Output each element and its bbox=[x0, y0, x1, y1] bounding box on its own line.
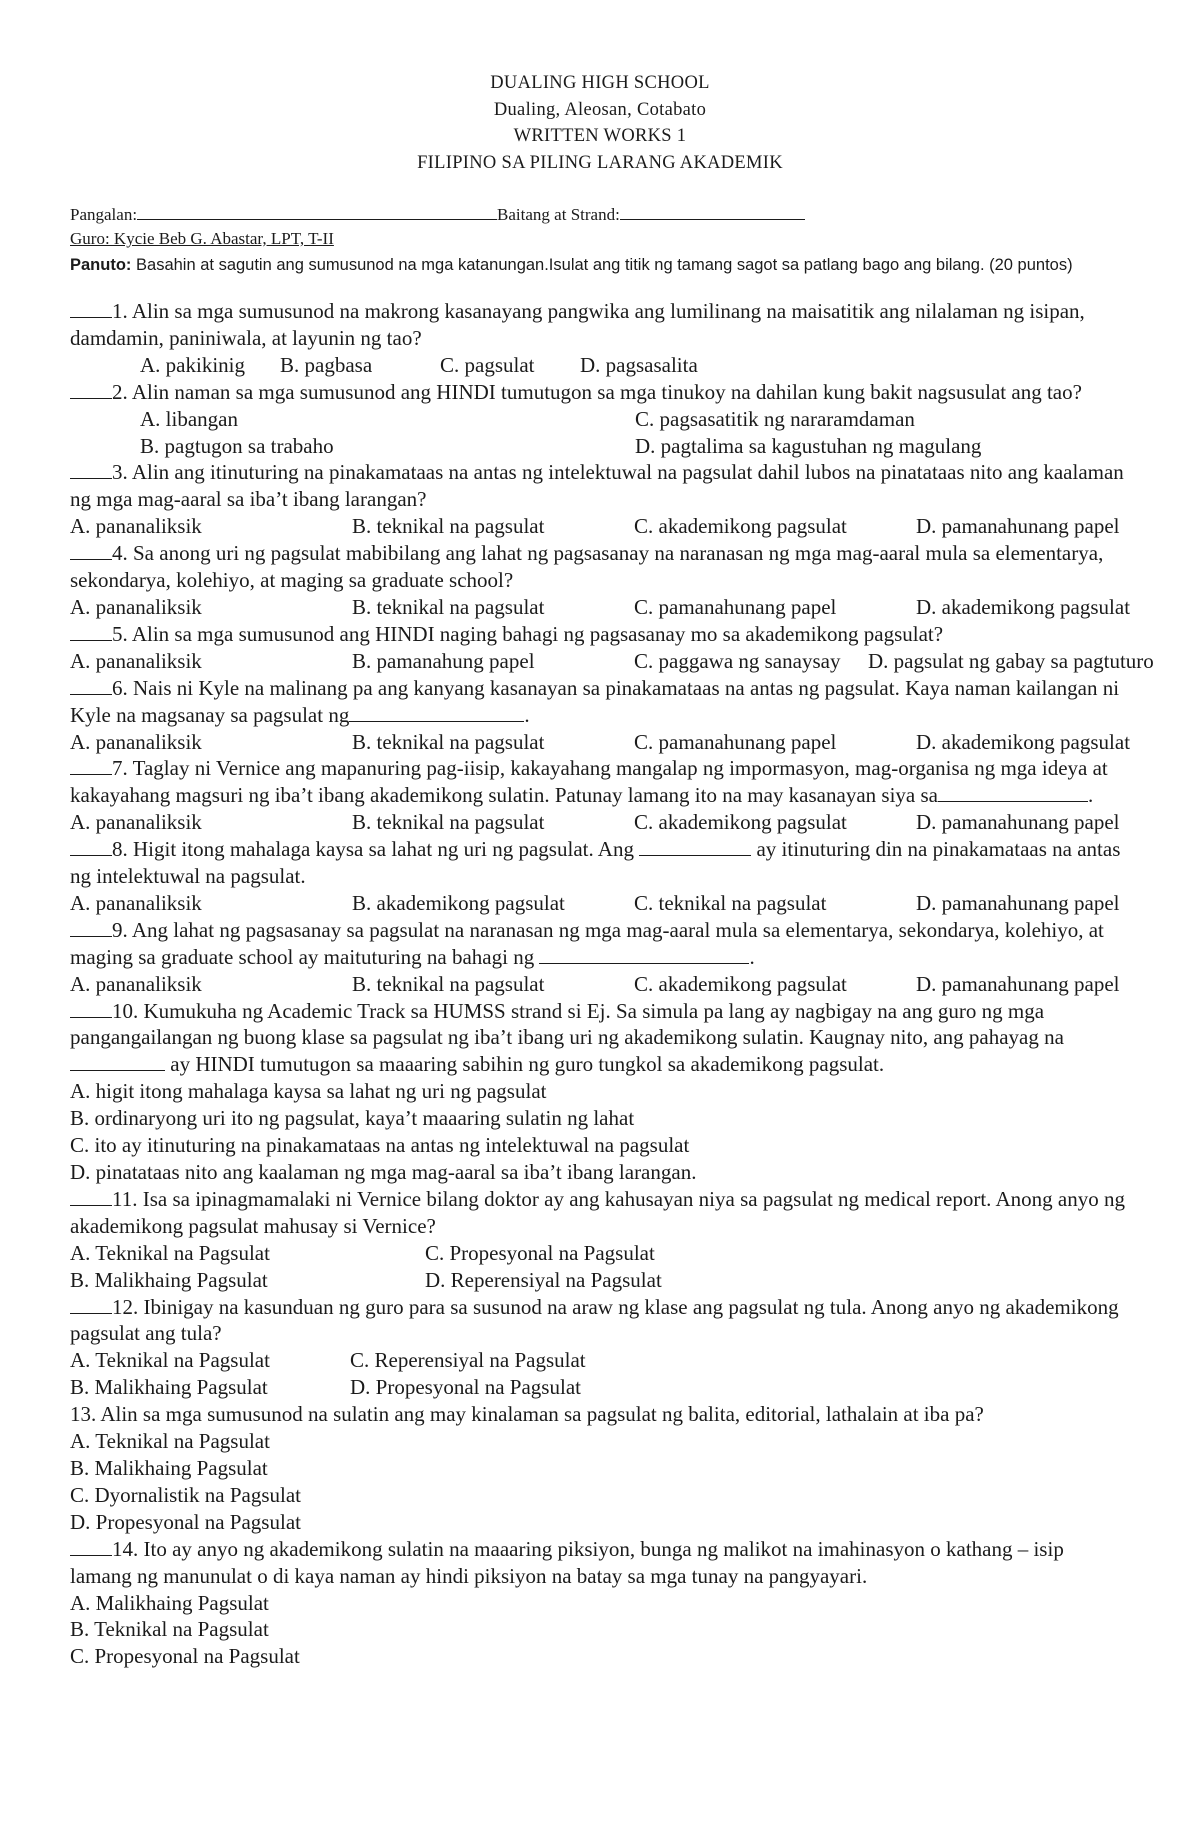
option-c: C. pagsasatitik ng nararamdaman bbox=[635, 406, 915, 431]
question-number: 13. bbox=[70, 1402, 97, 1427]
fill-in-blank[interactable] bbox=[539, 945, 749, 964]
answer-blank[interactable] bbox=[70, 1187, 112, 1206]
option-c: C. pagsulat bbox=[440, 352, 535, 377]
question-number: 3. bbox=[112, 460, 128, 485]
answer-blank[interactable] bbox=[70, 999, 112, 1018]
options bbox=[70, 971, 1130, 998]
option-a: A. pananaliksik bbox=[70, 971, 202, 996]
option-b: B. ordinaryong uri ito ng pagsulat, kaya’t maaaring sulatin ng lahat bbox=[70, 1106, 635, 1131]
option-b: B. teknikal na pagsulat bbox=[352, 594, 545, 619]
question-number: 2. bbox=[112, 379, 128, 404]
question-text: Alin sa mga sumusunod na sulatin ang may kinalaman sa pagsulat ng balita, editorial, lathalain at iba pa? bbox=[96, 1402, 984, 1427]
question-number: 5. bbox=[112, 621, 128, 646]
fill-in-blank[interactable] bbox=[70, 1052, 165, 1071]
option-a: A. pakikinig bbox=[140, 352, 245, 377]
option-c: C. akademikong pagsulat bbox=[634, 514, 847, 539]
fill-in-blank[interactable] bbox=[349, 703, 524, 722]
option-a: A. Teknikal na Pagsulat bbox=[70, 1429, 270, 1454]
question-text: Alin sa mga sumusunod na makrong kasanayang pangwika ang lumilinang na maisatitik ang nilalaman ng isipan, damdamin, paniniwala, at layunin ng tao? bbox=[70, 299, 1085, 350]
question-text: Alin sa mga sumusunod ang HINDI naging bahagi ng pagsasanay mo sa akademikong pagsulat? bbox=[127, 621, 944, 646]
question-text: Alin naman sa mga sumusunod ang HINDI tumutugon sa mga tinukoy na dahilan kung bakit nagsusulat ang tao? bbox=[127, 379, 1082, 404]
grade-blank[interactable] bbox=[620, 202, 805, 220]
option-b: B. teknikal na pagsulat bbox=[352, 810, 545, 835]
option-a: A. pananaliksik bbox=[70, 594, 202, 619]
option-d: D. pagtalima sa kagustuhan ng magulang bbox=[635, 433, 982, 458]
options bbox=[70, 890, 1130, 917]
option-d: D. pamanahunang papel bbox=[916, 971, 1120, 996]
option-d: D. pamanahunang papel bbox=[916, 810, 1120, 835]
option-d: D. Reperensiyal na Pagsulat bbox=[425, 1267, 662, 1292]
question-12 bbox=[70, 1294, 1130, 1402]
question-1 bbox=[70, 298, 1130, 379]
teacher-line: Guro: Kycie Beb G. Abastar, LPT, T-II bbox=[70, 229, 334, 248]
option-c: C. Propesyonal na Pagsulat bbox=[425, 1240, 655, 1265]
question-text: Sa anong uri ng pagsulat mabibilang ang lahat ng pagsasanay na naranasan ng mga mag-aaral mula sa elementarya, sekondarya, kolehiyo, at maging sa graduate school? bbox=[70, 541, 1104, 593]
answer-blank[interactable] bbox=[70, 918, 112, 937]
instruction-label: Panuto: bbox=[70, 256, 132, 274]
question-text: Nais ni Kyle na malinang pa ang kanyang kasanayan sa pinakamataas na antas ng pagsulat. Kaya naman kailangan ni Kyle na magsanay sa pagsulat ng bbox=[70, 675, 1120, 727]
option-d: D. akademikong pagsulat bbox=[916, 594, 1131, 619]
options bbox=[70, 729, 1130, 756]
answer-blank[interactable] bbox=[70, 756, 112, 775]
school-address: Dualing, Aleosan, Cotabato bbox=[493, 99, 707, 120]
subject-title: FILIPINO SA PILING LARANG AKADEMIK bbox=[417, 152, 783, 173]
options bbox=[70, 1347, 1130, 1401]
option-c: C. Propesyonal na Pagsulat bbox=[70, 1644, 300, 1669]
option-d: D. Propesyonal na Pagsulat bbox=[70, 1509, 301, 1534]
answer-blank[interactable] bbox=[70, 460, 112, 479]
question-end: . bbox=[524, 702, 530, 727]
option-a: A. higit itong mahalaga kaysa sa lahat ng uri ng pagsulat bbox=[70, 1079, 547, 1104]
question-number: 14. bbox=[112, 1536, 139, 1561]
question-number: 11. bbox=[112, 1186, 138, 1211]
grade-label: Baitang at Strand: bbox=[497, 205, 620, 224]
answer-blank[interactable] bbox=[70, 380, 112, 399]
option-b: B. pamanahung papel bbox=[352, 648, 535, 673]
question-2 bbox=[70, 379, 1130, 460]
question-text: Alin ang itinuturing na pinakamataas na antas ng intelektuwal na pagsulat dahil lubos na pinatataas nito ang kaalaman ng mga mag-aaral sa iba’t ibang larangan? bbox=[70, 460, 1124, 512]
answer-blank[interactable] bbox=[70, 541, 112, 560]
option-a: A. Teknikal na Pagsulat bbox=[70, 1240, 270, 1265]
option-a: A. pananaliksik bbox=[70, 890, 202, 915]
document-header bbox=[70, 70, 1130, 176]
option-c: C. teknikal na pagsulat bbox=[634, 890, 827, 915]
options bbox=[70, 513, 1130, 540]
option-c: C. paggawa ng sanaysay bbox=[634, 648, 841, 673]
answer-blank[interactable] bbox=[70, 1537, 112, 1556]
question-number: 6. bbox=[112, 675, 128, 700]
option-c: C. ito ay itinuturing na pinakamataas na antas ng intelektuwal na pagsulat bbox=[70, 1133, 690, 1158]
option-a: A. Malikhaing Pagsulat bbox=[70, 1590, 269, 1615]
instructions bbox=[70, 253, 1130, 278]
answer-blank[interactable] bbox=[70, 622, 112, 641]
work-title: WRITTEN WORKS 1 bbox=[513, 126, 687, 146]
school-name: DUALING HIGH SCHOOL bbox=[490, 73, 710, 93]
option-a: A. libangan bbox=[140, 406, 238, 431]
question-number: 1. bbox=[112, 299, 128, 323]
option-b: B. akademikong pagsulat bbox=[352, 890, 565, 915]
option-b: B. Malikhaing Pagsulat bbox=[70, 1267, 268, 1292]
option-d: D. pamanahunang papel bbox=[916, 890, 1120, 915]
question-6 bbox=[70, 675, 1130, 756]
question-text: Higit itong mahalaga kaysa sa lahat ng uri ng pagsulat. Ang bbox=[127, 837, 640, 862]
question-7 bbox=[70, 755, 1130, 836]
option-d: D. pamanahunang papel bbox=[916, 514, 1120, 539]
option-c: C. pamanahunang papel bbox=[634, 729, 837, 754]
question-text: Isa sa ipinagmamalaki ni Vernice bilang doktor ay ang kahusayan niya sa pagsulat ng medical report. Anong anyo ng akademikong pagsulat mahusay si Vernice? bbox=[70, 1186, 1125, 1238]
question-8 bbox=[70, 836, 1130, 917]
question-9 bbox=[70, 917, 1130, 998]
option-b: B. teknikal na pagsulat bbox=[352, 971, 545, 996]
option-a: A. pananaliksik bbox=[70, 514, 202, 539]
question-end: . bbox=[1087, 783, 1094, 808]
fill-in-blank[interactable] bbox=[639, 837, 751, 856]
question-13 bbox=[70, 1401, 1130, 1536]
options bbox=[70, 406, 1130, 460]
fill-in-blank[interactable] bbox=[938, 783, 1088, 802]
question-number: 7. bbox=[112, 756, 128, 781]
option-b: B. teknikal na pagsulat bbox=[352, 514, 545, 539]
question-14 bbox=[70, 1536, 1130, 1671]
question-10 bbox=[70, 998, 1130, 1186]
question-number: 9. bbox=[112, 917, 128, 942]
option-b: B. Malikhaing Pagsulat bbox=[70, 1455, 268, 1480]
question-text: Ang lahat ng pagsasanay sa pagsulat na naranasan ng mga mag-aaral mula sa elementarya, sekondarya, kolehiyo, at maging sa graduate school ay maituturing na bahagi ng bbox=[70, 917, 1104, 969]
answer-blank[interactable] bbox=[70, 1295, 112, 1314]
options bbox=[70, 1240, 1130, 1294]
options bbox=[70, 809, 1130, 836]
options bbox=[70, 352, 1130, 379]
question-text-continued: ay itinuturing din na pinakamataas na antas ng intelektuwal na pagsulat. bbox=[70, 837, 1121, 889]
name-grade-row bbox=[70, 202, 1130, 227]
option-a: A. pananaliksik bbox=[70, 729, 202, 754]
option-d: D. pinatataas nito ang kaalaman ng mga mag-aaral sa iba’t ibang larangan. bbox=[70, 1160, 697, 1184]
question-number: 8. bbox=[112, 837, 128, 862]
option-b: B. pagbasa bbox=[280, 352, 373, 377]
question-text: Ito ay anyo ng akademikong sulatin na maaaring piksiyon, bunga ng malikot na imahinasyon o kathang – isip lamang ng manunulat o di kaya naman ay hindi piksiyon na batay sa mga tunay na pangyayari. bbox=[70, 1536, 1064, 1588]
question-3 bbox=[70, 459, 1130, 540]
option-d: D. akademikong pagsulat bbox=[916, 729, 1131, 754]
question-number: 10. bbox=[112, 998, 139, 1023]
answer-blank[interactable] bbox=[70, 676, 112, 695]
option-d: D. pagsasalita bbox=[580, 352, 698, 377]
answer-blank[interactable] bbox=[70, 837, 112, 856]
option-d: D. pagsulat ng gabay sa pagtuturo bbox=[868, 648, 1154, 673]
option-a: A. pananaliksik bbox=[70, 648, 202, 673]
option-c: C. akademikong pagsulat bbox=[634, 810, 847, 835]
option-b: B. Malikhaing Pagsulat bbox=[70, 1375, 268, 1400]
option-a: A. pananaliksik bbox=[70, 810, 202, 835]
worksheet-page bbox=[70, 70, 1154, 1670]
question-text: Ibinigay na kasunduan ng guro para sa susunod na araw ng klase ang pagsulat ng tula. Anong anyo ng akademikong pagsulat ang tula? bbox=[70, 1294, 1119, 1346]
question-number: 12. bbox=[112, 1294, 139, 1319]
student-info bbox=[70, 202, 1130, 278]
option-b: B. pagtugon sa trabaho bbox=[140, 433, 334, 458]
question-number: 4. bbox=[112, 541, 128, 566]
options bbox=[70, 648, 1154, 675]
instruction-text: Basahin at sagutin ang sumusunod na mga katanungan.Isulat ang titik ng tamang sagot sa patlang bago ang bilang. (20 puntos) bbox=[131, 256, 1073, 274]
option-c: C. pamanahunang papel bbox=[634, 594, 837, 619]
question-text: Kumukuha ng Academic Track sa HUMSS strand si Ej. Sa simula pa lang ay nagbigay na ang guro ng mga pangangailangan ng buong klase sa pagsulat ng iba’t ibang uri ng akademikong sulatin. Kaugnay nito, ang pahayag na bbox=[70, 998, 1064, 1050]
question-text: Taglay ni Vernice ang mapanuring pag-iisip, kakayahang mangalap ng impormasyon, mag-organisa ng mga ideya at kakayahang magsuri ng iba’t ibang akademikong sulatin. Patunay lamang ito na may kasanayan siya sa bbox=[70, 756, 1108, 808]
question-4 bbox=[70, 540, 1130, 621]
option-b: B. Teknikal na Pagsulat bbox=[70, 1617, 269, 1642]
question-end: . bbox=[749, 944, 755, 969]
name-label: Pangalan: bbox=[70, 205, 138, 224]
options bbox=[70, 594, 1130, 621]
option-b: B. teknikal na pagsulat bbox=[352, 729, 545, 754]
option-d: D. Propesyonal na Pagsulat bbox=[350, 1375, 581, 1400]
question-text-continued: ay HINDI tumutugon sa maaaring sabihin ng guro tungkol sa akademikong pagsulat. bbox=[165, 1052, 885, 1077]
name-blank[interactable] bbox=[137, 202, 497, 220]
question-list bbox=[70, 298, 1154, 1670]
question-11 bbox=[70, 1186, 1130, 1294]
option-a: A. Teknikal na Pagsulat bbox=[70, 1348, 270, 1373]
option-c: C. Reperensiyal na Pagsulat bbox=[350, 1348, 586, 1373]
option-c: C. Dyornalistik na Pagsulat bbox=[70, 1482, 301, 1507]
option-c: C. akademikong pagsulat bbox=[634, 971, 847, 996]
answer-blank[interactable] bbox=[70, 299, 112, 318]
question-5 bbox=[70, 621, 1154, 675]
